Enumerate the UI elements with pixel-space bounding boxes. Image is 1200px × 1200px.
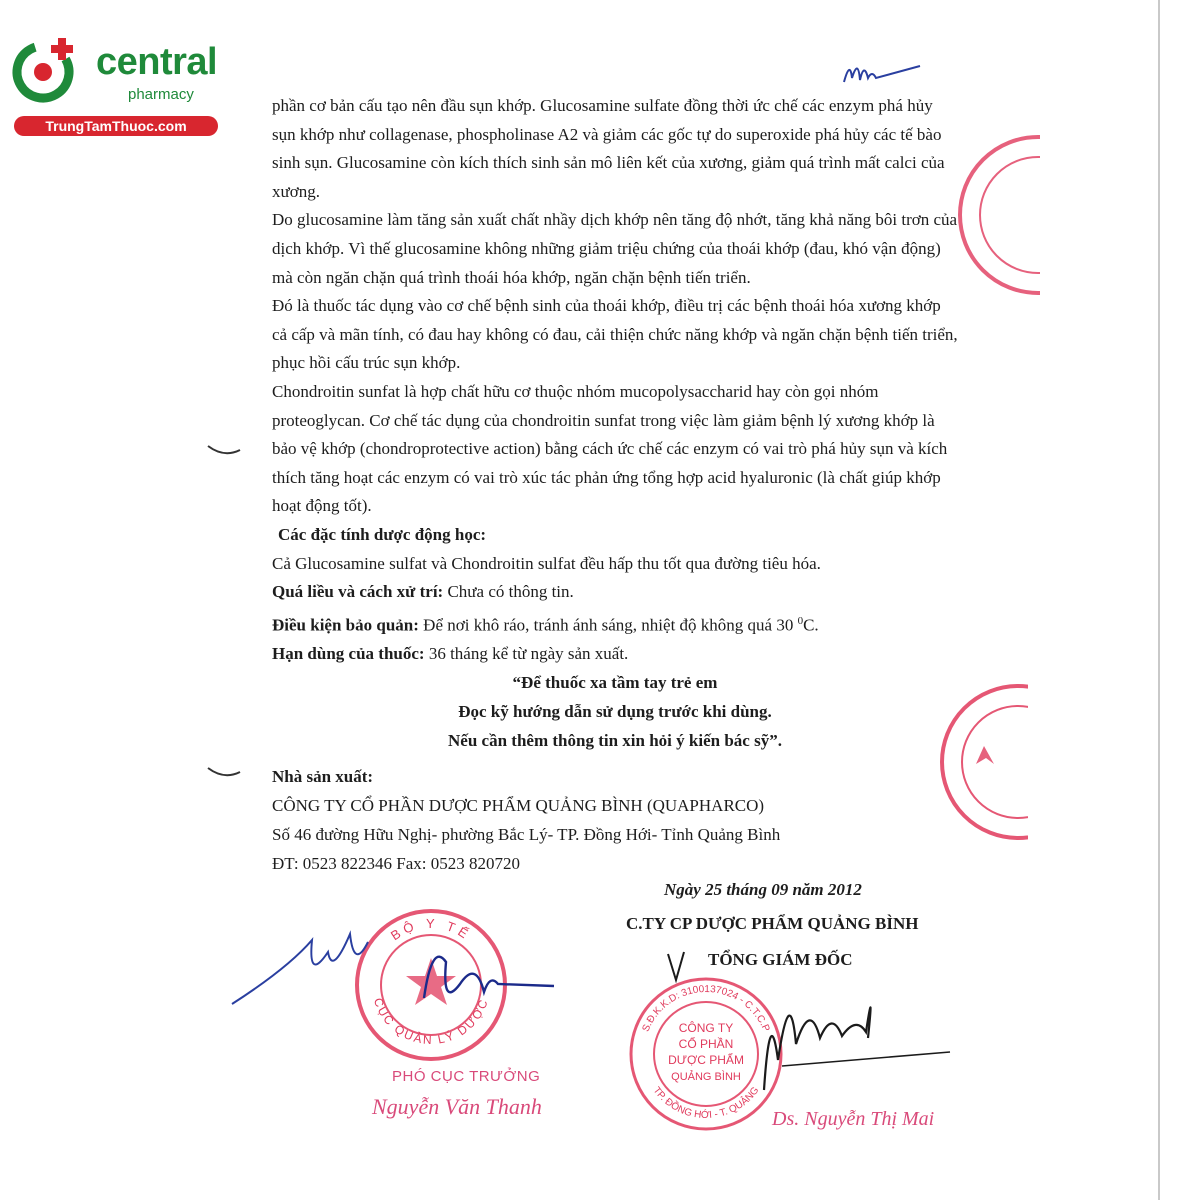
company-ring-text: S.Đ.K.K.D: 3100137024 - C.T.C.P — [640, 983, 772, 1034]
manufacturer-address: Số 46 đường Hữu Nghị- phường Bắc Lý- TP. Đồng Hới- Tỉnh Quảng Bình — [272, 825, 781, 844]
manufacturer-block — [272, 762, 958, 878]
logo-url-badge[interactable]: TrungTamThuoc.com — [14, 116, 218, 136]
signature-scribble — [228, 912, 558, 1022]
expiry-label: Hạn dùng của thuốc: — [272, 643, 425, 663]
initials-signature-icon — [836, 52, 926, 92]
company-center-1: CÔNG TY — [678, 1021, 734, 1035]
overdose-label: Quá liều và cách xử trí: — [272, 582, 444, 602]
company-ring-bottom-text: TP. ĐỒNG HỚI - T. QUẢNG — [650, 1085, 762, 1122]
binder-hole-mark — [204, 440, 244, 460]
expiry-text: 36 tháng kể từ ngày sản xuất. — [428, 643, 629, 663]
paragraph-disease-mechanism: Đó là thuốc tác dụng vào cơ chế bệnh sinh của thoái khớp, điều trị các bệnh thoái hóa xương khớp cả cấp và mãn tính, có đau hay không có đau, cải thiện chức năng khớp và ngăn chặn bệnh tiến triển, phục hồi cấu trúc sụn khớp. — [272, 296, 958, 373]
paragraph-chondroitin: Chondroitin sunfat là hợp chất hữu cơ thuộc nhóm mucopolysaccharid hay còn gọi nhóm proteoglycan. Cơ chế tác dụng của chondroitin sunfat trong việc làm giảm bệnh lý xương khớp là bảo vệ khớp (chondroprotective action) bằng cách ức chế các enzym có vai trò phá hủy sụn và kích thích tăng hoạt các enzym có vai trò xúc tác phản ứng tổng hợp acid hyaluronic (là chất giúp khớp hoạt động tốt). — [272, 381, 948, 516]
safety-notice — [272, 668, 958, 755]
binder-hole-mark — [204, 762, 244, 782]
notice-line-1: “Để thuốc xa tầm tay trẻ em — [512, 673, 718, 692]
storage-unit: C. — [803, 615, 819, 635]
deputy-director-name: Nguyễn Văn Thanh — [372, 1094, 542, 1119]
storage-degree: 0 — [797, 614, 804, 627]
director-name: Ds. Nguyễn Thị Mai — [772, 1108, 935, 1130]
ministry-stamp-right-top — [950, 130, 1040, 300]
pharmacokinetics-heading: Các đặc tính dược động học: — [278, 524, 487, 544]
pharmacy-cross-logo-icon — [10, 36, 80, 106]
pharmacokinetics-text: Cả Glucosamine sulfat và Chondroitin sulfat đều hấp thu tốt qua đường tiêu hóa. — [272, 553, 821, 573]
notice-line-3: Nếu cần thêm thông tin xin hỏi ý kiến bác sỹ”. — [448, 731, 782, 750]
notice-line-2: Đọc kỹ hướng dẫn sử dụng trước khi dùng. — [458, 702, 772, 721]
ministry-ring-top: BỘ Y TẾ — [387, 915, 475, 944]
document-date: Ngày 25 tháng 09 năm 2012 — [664, 880, 862, 899]
manufacturer-name: CÔNG TY CỔ PHẦN DƯỢC PHẨM QUẢNG BÌNH (QUAPHARCO) — [272, 796, 765, 815]
paragraph-glucosamine-lubrication: Do glucosamine làm tăng sản xuất chất nhầy dịch khớp nên tăng độ nhớt, tăng khả năng bôi trơn của dịch khớp. Vì thế glucosamine không những giảm triệu chứng của thoái khớp (đau, khó vận động) mà còn ngăn chặn quá trình thoái hóa khớp, ngăn chặn bệnh tiến triển. — [272, 210, 958, 287]
storage-text: Để nơi khô ráo, tránh ánh sáng, nhiệt độ không quá 30 — [423, 615, 794, 635]
company-center-3: DƯỢC PHẨM — [668, 1053, 744, 1067]
paragraph-glucosamine-mechanism: phần cơ bản cấu tạo nên đầu sụn khớp. Glucosamine sulfate đồng thời ức chế các enzym phá hủy sụn khớp như collagenase, phospholinase A2 và giảm các gốc tự do superoxide phá hủy các tế bào sinh sụn. Glucosamine còn kích thích sinh sản mô liên kết của xương, giảm quá trình mất calci của xương. — [272, 96, 945, 201]
company-center-4: QUẢNG BÌNH — [671, 1071, 741, 1083]
overdose-text: Chưa có thông tin. — [447, 582, 574, 602]
deputy-director-title: PHÓ CỤC TRƯỞNG — [392, 1068, 541, 1085]
overdose-line — [272, 578, 958, 607]
ministry-ring-bottom: CỤC QUẢN LÝ DƯỢC — [370, 996, 492, 1048]
central-pharmacy-logo[interactable] — [10, 36, 220, 136]
logo-subtitle: pharmacy — [128, 86, 194, 103]
director-title: TỔNG GIÁM ĐỐC — [708, 950, 853, 969]
company-center-2: CỔ PHẦN — [678, 1037, 734, 1051]
director-signature — [660, 940, 960, 1110]
paper-edge — [1158, 0, 1160, 1200]
manufacturer-phone: ĐT: 0523 822346 Fax: 0523 820720 — [272, 854, 521, 873]
company-signature-title: C.TY CP DƯỢC PHẨM QUẢNG BÌNH — [626, 914, 919, 933]
storage-label: Điều kiện bảo quản: — [272, 615, 419, 635]
storage-line — [272, 607, 958, 640]
logo-brand: central — [96, 41, 218, 83]
manufacturer-label: Nhà sản xuất: — [272, 767, 374, 786]
leaflet-body — [272, 92, 958, 669]
expiry-line — [272, 640, 958, 669]
ministry-stamp-right — [918, 684, 1028, 844]
